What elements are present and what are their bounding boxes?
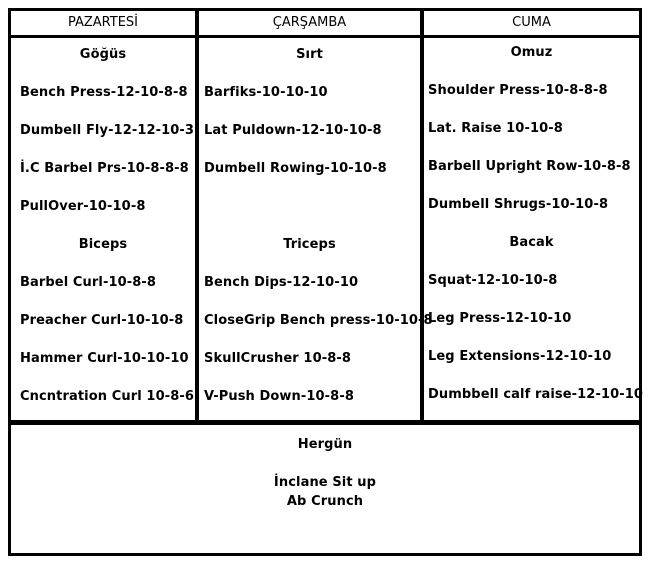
exercise-item: İnclane Sit up <box>273 475 377 490</box>
exercise-item: Lat. Raise 10-10-8 <box>428 121 563 136</box>
group-title-legs: Bacak <box>509 235 554 250</box>
exercise-item: CloseGrip Bench press-10-10-8 <box>204 313 433 328</box>
group-title-biceps: Biceps <box>78 237 128 252</box>
exercise-item: İ.C Barbel Prs-10-8-8-8 <box>20 161 189 176</box>
exercise-item: Lat Puldown-12-10-10-8 <box>204 123 382 138</box>
exercise-item: PullOver-10-10-8 <box>20 199 146 214</box>
workout-table <box>8 8 642 556</box>
exercise-item: Leg Press-12-10-10 <box>428 311 572 326</box>
exercise-item: Bench Press-12-10-8-8 <box>20 85 188 100</box>
exercise-item: Shoulder Press-10-8-8-8 <box>428 83 608 98</box>
column-header-wednesday: ÇARŞAMBA <box>272 15 347 30</box>
column-header-friday: CUMA <box>512 15 551 30</box>
daily-section <box>11 425 639 553</box>
exercise-item: Dumbell Rowing-10-10-8 <box>204 161 387 176</box>
group-title-back: Sırt <box>296 47 323 62</box>
exercise-item: V-Push Down-10-8-8 <box>204 389 354 404</box>
exercise-item: Dumbell Shrugs-10-10-8 <box>428 197 609 212</box>
exercise-item: Barbell Upright Row-10-8-8 <box>428 159 631 174</box>
column-header-monday: PAZARTESİ <box>67 15 139 30</box>
exercise-item: Leg Extensions-12-10-10 <box>428 349 612 364</box>
exercise-item: Dumbbell calf raise-12-10-10 <box>428 387 644 402</box>
daily-title: Hergün <box>297 437 353 452</box>
column-monday <box>11 11 195 420</box>
exercise-item: Dumbell Fly-12-12-10-3 <box>20 123 195 138</box>
exercise-item: Barfiks-10-10-10 <box>204 85 328 100</box>
exercise-item: Squat-12-10-10-8 <box>428 273 558 288</box>
group-title-chest: Göğüs <box>79 47 127 62</box>
group-title-shoulders: Omuz <box>510 45 553 60</box>
exercise-item: SkullCrusher 10-8-8 <box>204 351 352 366</box>
column-friday <box>424 11 644 420</box>
column-wednesday <box>199 11 433 420</box>
exercise-item: Ab Crunch <box>286 494 364 509</box>
exercise-item: Bench Dips-12-10-10 <box>204 275 359 290</box>
exercise-item: Barbel Curl-10-8-8 <box>20 275 157 290</box>
group-title-triceps: Triceps <box>283 237 336 252</box>
exercise-item: Cncntration Curl 10-8-6 <box>20 389 194 404</box>
exercise-item: Hammer Curl-10-10-10 <box>20 351 189 366</box>
exercise-item: Preacher Curl-10-10-8 <box>20 313 184 328</box>
